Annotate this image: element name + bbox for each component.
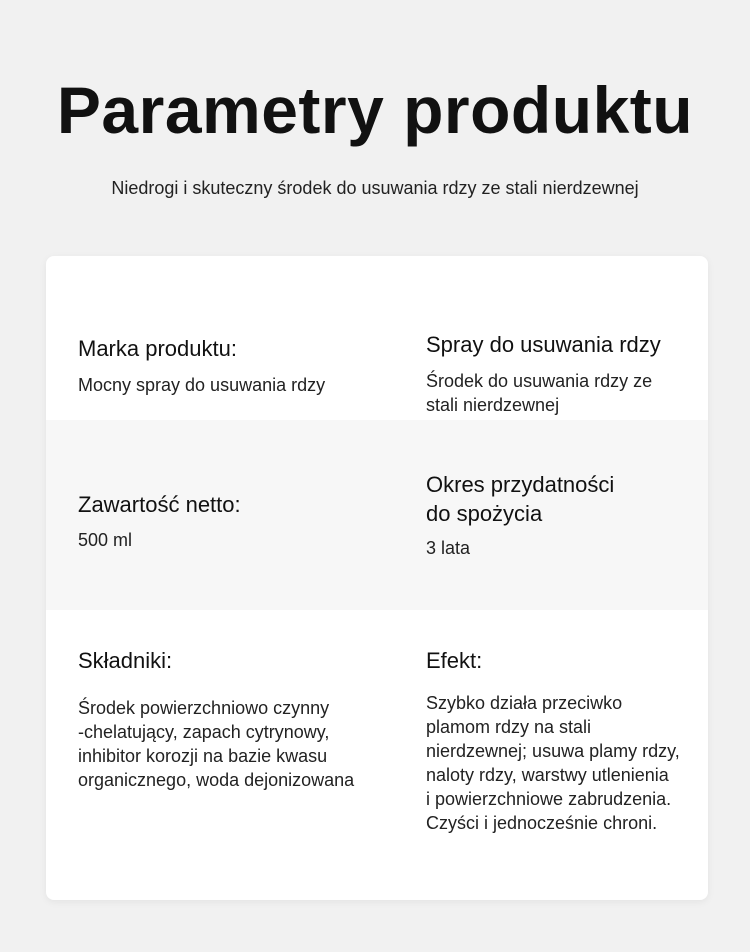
param-net-content [78,490,368,552]
param-product-type-value: Środek do usuwania rdzy ze stali nierdzewnej [426,371,653,415]
parameters-card [46,256,708,900]
param-brand-label: Marka produktu: [78,336,237,361]
param-net-content-value: 500 ml [78,530,133,550]
param-brand [78,334,368,397]
param-effect-value: Szybko działa przeciwko plamom rdzy na stali nierdzewnej; usuwa plamy rdzy, naloty rdzy, warstwy utlenienia i powierzchniowe zabrudzenia. Czyści i jednocześnie chroni. [426,693,680,833]
param-shelf-life [426,470,706,560]
param-effect [426,646,708,835]
param-brand-value: Mocny spray do usuwania rdzy [78,375,326,395]
param-net-content-label: Zawartość netto: [78,492,241,517]
param-effect-label: Efekt: [426,648,483,673]
param-shelf-life-value: 3 lata [426,538,471,558]
param-product-type [426,330,706,417]
param-product-type-label: Spray do usuwania rdzy [426,332,661,357]
param-ingredients [78,646,398,792]
page-title: Parametry produktu [56,73,694,147]
page-subtitle: Niedrogi i skuteczny środek do usuwania rdzy ze stali nierdzewnej [111,178,639,198]
param-shelf-life-label: Okres przydatności do spożycia [426,472,615,526]
param-ingredients-value: Środek powierzchniowo czynny -chelatujący, zapach cytrynowy, inhibitor korozji na bazie kwasu organicznego, woda dejonizowana [78,698,355,790]
param-ingredients-label: Składniki: [78,648,173,673]
